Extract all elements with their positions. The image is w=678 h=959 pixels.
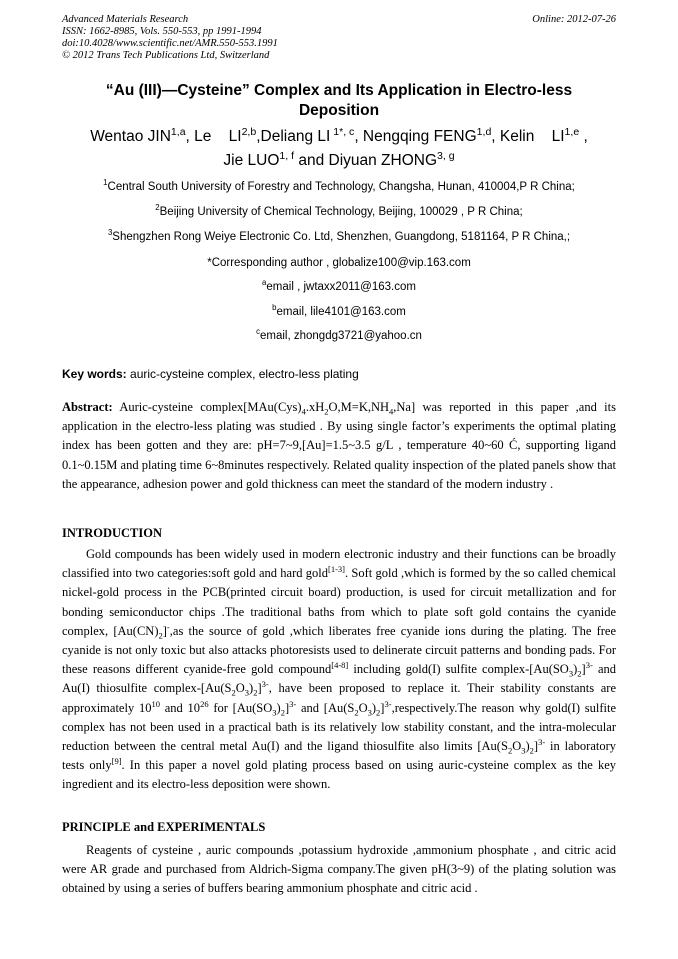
affiliation-marker: 3 xyxy=(107,228,113,238)
formula-sub: 2 xyxy=(529,745,534,756)
formula-sub: 2 xyxy=(231,687,236,698)
abstract-sub: 4 xyxy=(301,406,306,417)
author-name: , Le LI xyxy=(185,128,242,145)
formula-sup: 3- xyxy=(538,736,546,747)
author-marker: 1,a xyxy=(170,125,186,138)
formula-sub: 2 xyxy=(280,707,285,718)
formula-sub: 3 xyxy=(272,707,277,718)
abstract-label: Abstract: xyxy=(62,400,113,414)
author-marker: 1,e xyxy=(564,125,580,138)
email-text: email, lile4101@163.com xyxy=(276,306,406,318)
author-line-2 xyxy=(62,149,616,173)
abstract xyxy=(62,398,616,494)
paragraph-text: ] xyxy=(380,700,385,715)
formula-sub: 2 xyxy=(376,707,381,718)
journal-header xyxy=(62,14,616,62)
paragraph-text: O xyxy=(358,700,368,715)
author-list xyxy=(62,125,616,173)
author-line-1 xyxy=(62,125,616,149)
paragraph-text: . Soft gold ,which is formed by the so called chemical nickel-gold process in the PCB(printed circuit board) production, is used for circuit metallization and for bonding semiconductor chips .The traditional baths from which to plate soft gold contains the cyanide complex, [Au(CN) xyxy=(62,566,616,638)
paragraph-text: ,respectively.The reason why gold(I) sulfite complex has not been used in a practical bath is its relatively low stability constant, and the intra-molecular reduction between the central metal Au(I) and the ligand thiosulfite also limits [Au(S xyxy=(62,700,616,754)
author-name: , Kelin LI xyxy=(491,128,565,145)
affiliation-text: Central South University of Forestry and Technology, Changsha, Hunan, 410004,P R China; xyxy=(107,181,575,193)
paragraph-text: ) xyxy=(249,681,254,696)
affiliation-1 xyxy=(40,180,638,194)
paragraph-text: ] xyxy=(162,623,167,638)
paragraph-text: ] xyxy=(533,739,539,754)
paragraph-text: ] xyxy=(284,700,290,715)
email-marker: b xyxy=(272,303,277,313)
email-text: email , jwtaxx2011@163.com xyxy=(266,281,416,293)
affiliation-3 xyxy=(40,230,638,244)
paragraph-text: including gold(I) sulfite complex-[Au(SO xyxy=(348,662,569,677)
citation: [1-3] xyxy=(328,564,345,575)
formula-sub: 3 xyxy=(367,707,372,718)
section-heading-introduction: INTRODUCTION xyxy=(62,526,163,540)
corresponding-author: *Corresponding author , globalize100@vip.163.com xyxy=(207,257,471,269)
keywords-label: Key words: xyxy=(62,367,127,381)
paper-title xyxy=(62,81,616,121)
author-name: , Nengqing FENG xyxy=(354,128,477,145)
citation: [9] xyxy=(111,756,122,767)
author-marker: 3, g xyxy=(437,149,455,162)
paragraph-text: ) xyxy=(525,739,530,754)
formula-sub: 2 xyxy=(507,745,513,756)
formula-sup: 3- xyxy=(261,679,269,690)
author-name: and Diyuan ZHONG xyxy=(294,152,438,169)
section-heading-principle: PRINCIPLE and EXPERIMENTALS xyxy=(62,820,266,834)
author-marker: 1, f xyxy=(279,149,295,162)
paragraph-text: for [Au(SO xyxy=(208,700,273,715)
paragraph-text: . In this paper a novel gold plating process based on using auric-cysteine complex as the key ingredient and its electro-less deposition were shown. xyxy=(62,758,616,792)
journal-doi: doi:10.4028/www.scientific.net/AMR.550-553.1991 xyxy=(62,38,278,49)
paragraph-text: O xyxy=(512,739,522,754)
email-a xyxy=(40,280,638,294)
formula-sub: 2 xyxy=(158,630,163,641)
affiliation-marker: 1 xyxy=(103,178,108,188)
paragraph-text: , have been proposed to replace it. Their stability constants are approximately 10 xyxy=(62,681,617,715)
paragraph-text: O xyxy=(235,681,245,696)
journal-copyright: © 2012 Trans Tech Publications Ltd, Switzerland xyxy=(62,50,270,61)
email-marker: c xyxy=(256,327,260,337)
abstract-text: Auric-cysteine complex[MAu(Cys) xyxy=(112,400,302,414)
formula-sub: 2 xyxy=(577,668,582,679)
paragraph-text: ] xyxy=(257,681,262,696)
formula-sup: 26 xyxy=(200,698,209,709)
formula-sub: 3 xyxy=(521,745,526,756)
author-name: Wentao JIN xyxy=(90,128,171,145)
formula-sub: 2 xyxy=(354,707,359,718)
paragraph-text: ) xyxy=(276,700,281,715)
journal-name: Advanced Materials Research xyxy=(62,14,189,25)
email-marker: a xyxy=(262,278,267,288)
journal-issn: ISSN: 1662-8985, Vols. 550-553, pp 1991-1994 xyxy=(62,26,262,37)
email-text: email, zhongdg3721@yahoo.cn xyxy=(259,330,422,342)
author-name: ,Deliang LI xyxy=(256,128,331,145)
paragraph-text: in laboratory tests only xyxy=(62,739,617,773)
author-marker: 1,d xyxy=(476,125,492,138)
formula-sub: 3 xyxy=(568,668,574,679)
author-marker: 1*, c xyxy=(330,125,355,138)
keywords-text: auric-cysteine complex, electro-less plating xyxy=(126,367,359,381)
title-line-1: “Au (III)—Cysteine” Complex and Its Application in Electro-less xyxy=(105,82,573,99)
formula-sup: 10 xyxy=(151,698,160,709)
keywords xyxy=(62,367,616,381)
affiliation-text: Beijing University of Chemical Technology, Beijing, 100029 , P R China; xyxy=(159,206,523,218)
author-name: Jie LUO xyxy=(223,152,280,169)
abstract-text: O,M=K,NH xyxy=(328,400,390,414)
abstract-sub: 2 xyxy=(324,406,329,417)
paragraph-text: ) xyxy=(371,700,377,715)
paragraph-text: ) xyxy=(573,662,578,677)
principle-paragraph: Reagents of cysteine , auric compounds ,potassium hydroxide ,ammonium phosphate , and citric acid were AR grade and purchased from Aldrich-Sigma company.The given pH(3~9) of the plating solution was obtained by using a series of buffers bearing ammonium phosphate and citric acid . xyxy=(62,843,616,896)
paragraph-text: ,as the source of gold ,which liberates free cyanide ions during the plating. The free cyanide is not only toxic but also attacks photoresists used to delinerate circuit patterns and bonding pads. For these reasons different cyanide-free gold compound xyxy=(62,623,617,677)
formula-sup: 3- xyxy=(585,660,593,671)
email-c xyxy=(40,329,638,343)
abstract-text: .xH xyxy=(305,400,325,414)
introduction-paragraph xyxy=(62,545,616,795)
online-date: Online: 2012-07-26 xyxy=(532,14,616,25)
title-line-2: Deposition xyxy=(298,102,380,119)
formula-sup: 3- xyxy=(289,698,297,709)
affiliation-2 xyxy=(40,205,638,219)
formula-sub: 2 xyxy=(253,687,258,698)
author-separator: , xyxy=(579,128,588,145)
affiliation-marker: 2 xyxy=(155,203,160,213)
abstract-sub: 4 xyxy=(389,406,394,417)
abstract-text: ,Na] was reported in this paper ,and its application in the electro-less plating was studied . By using single factor’s experiments the optimal plating index has been gotten and they are: pH=7~9,[Au]=1.5~3.5 g/L , temperature 40~60 Ć, supporting ligand 0.1~0.15M and plating time 6~8minutes respectively. Related quality inspection of the plated panels show that the appearance, adhesion power and gold thickness can meet the standard of the modern industry . xyxy=(62,400,616,491)
affiliation-text: Shengzhen Rong Weiye Electronic Co. Ltd, Shenzhen, Guangdong, 5181164, P R China,; xyxy=(112,231,571,243)
paragraph-text: ] xyxy=(581,662,586,677)
formula-sup: 3- xyxy=(384,698,392,709)
paragraph-text: and Au(I) thiosulfite complex-[Au(S xyxy=(62,662,616,696)
formula-sub: 3 xyxy=(244,687,250,698)
paragraph-text: and 10 xyxy=(159,700,201,715)
paragraph-text: Gold compounds has been widely used in modern electronic industry and their functions can be broadly classified into two categories:soft gold and hard gold xyxy=(62,547,616,581)
formula-sup: - xyxy=(166,621,170,632)
paragraph-text: and [Au(S xyxy=(296,700,355,715)
email-b xyxy=(40,305,638,319)
citation: [4-8] xyxy=(331,660,349,671)
author-marker: 2,b xyxy=(241,125,257,138)
